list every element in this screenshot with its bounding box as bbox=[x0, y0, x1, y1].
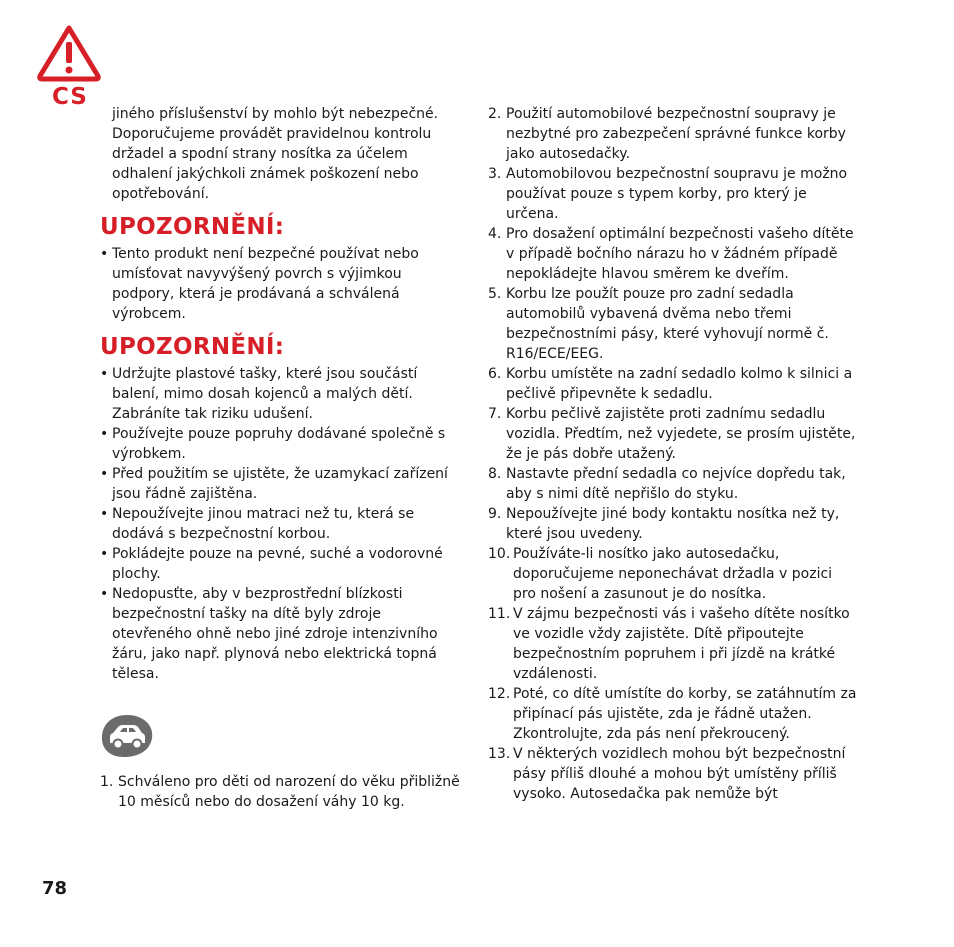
list-item: • Pokládejte pouze na pevné, suché a vodorovné plochy. bbox=[100, 544, 460, 584]
list-item bbox=[488, 224, 858, 284]
list-item bbox=[488, 504, 858, 544]
warning-heading-1: UPOZORNĚNÍ: bbox=[100, 214, 285, 240]
car-icon bbox=[100, 714, 154, 758]
step-number: 5. bbox=[488, 286, 502, 302]
list-item: • Používejte pouze popruhy dodávané společně s výrobkem. bbox=[100, 424, 460, 464]
left-column bbox=[100, 104, 460, 812]
list-item: • Před použitím se ujistěte, že uzamykací zařízení jsou řádně zajištěna. bbox=[100, 464, 460, 504]
list-item bbox=[488, 284, 858, 364]
step-text: Pro dosažení optimální bezpečnosti vašeho dítěte v případě bočního nárazu ho v žádném případě nepokládejte hlavou směrem ke dveřím. bbox=[506, 226, 854, 282]
list-item bbox=[488, 104, 858, 164]
step-number: 9. bbox=[488, 506, 502, 522]
step-number: 6. bbox=[488, 366, 502, 382]
page-number: 78 bbox=[42, 878, 68, 899]
intro-paragraph: jiného příslušenství by mohlo být nebezpečné. Doporučujeme provádět pravidelnou kontrolu držadel a spodní strany nosítka za účelem odhalení jakýchkoli známek poškození nebo opotřebování. bbox=[112, 106, 439, 202]
list-item bbox=[100, 772, 460, 812]
step-text: Korbu pečlivě zajistěte proti zadnímu sedadlu vozidla. Předtím, než vyjedete, se prosím ujistěte, že je pás dobře utažený. bbox=[506, 406, 856, 462]
language-code: CS bbox=[52, 84, 88, 110]
step-number: 2. bbox=[488, 106, 502, 122]
step-number: 3. bbox=[488, 166, 502, 182]
list-item: • Nedopusťte, aby v bezprostřední blízkosti bezpečnostní tašky na dítě byly zdroje otevřeného ohně nebo jiné zdroje intenzivního žáru, jako např. plynová nebo elektrická topná tělesa. bbox=[100, 584, 460, 684]
step-text: Poté, co dítě umístíte do korby, se zatáhnutím za připínací pás ujistěte, zda je řádně utažen. Zkontrolujte, zda pás není překroucený. bbox=[513, 686, 857, 742]
step-number: 11. bbox=[488, 606, 511, 622]
step-text: Nastavte přední sedadla co nejvíce dopředu tak, aby s nimi dítě nepřišlo do styku. bbox=[506, 466, 846, 502]
step-number: 8. bbox=[488, 466, 502, 482]
warning-triangle-icon bbox=[36, 24, 102, 82]
list-item: • Tento produkt není bezpečné používat nebo umísťovat navyvýšený povrch s výjimkou podpory, která je prodávaná a schválená výrobcem. bbox=[100, 244, 460, 324]
step-number: 12. bbox=[488, 686, 511, 702]
list-item bbox=[488, 364, 858, 404]
step-text: Korbu lze použít pouze pro zadní sedadla automobilů vybavená dvěma nebo třemi bezpečnostními pásy, které vyhovují normě č. R16/ECE/EEG. bbox=[506, 286, 829, 362]
step-text: Použití automobilové bezpečnostní soupravy je nezbytné pro zabezpečení správné funkce korby jako autosedačky. bbox=[506, 106, 846, 162]
step-text: V zájmu bezpečnosti vás i vašeho dítěte nosítko ve vozidle vždy zajistěte. Dítě připoutejte bezpečnostním popruhem i při jízdě na krátké vzdálenosti. bbox=[513, 606, 850, 682]
step-number: 1. bbox=[100, 774, 114, 790]
step-text: Schváleno pro děti od narození do věku přibližně 10 měsíců nebo do dosažení váhy 10 kg. bbox=[118, 774, 460, 810]
list-item bbox=[488, 684, 858, 744]
list-item bbox=[488, 404, 858, 464]
list-item bbox=[488, 464, 858, 504]
list-item: • Udržujte plastové tašky, které jsou součástí balení, mimo dosah kojenců a malých dětí. Zabráníte tak riziku udušení. bbox=[100, 364, 460, 424]
list-item: • Nepoužívejte jinou matraci než tu, která se dodává s bezpečnostní korbou. bbox=[100, 504, 460, 544]
list-item bbox=[488, 164, 858, 224]
step-number: 10. bbox=[488, 546, 511, 562]
step-number: 7. bbox=[488, 406, 502, 422]
warning-heading-2: UPOZORNĚNÍ: bbox=[100, 334, 285, 360]
list-item bbox=[488, 744, 858, 804]
list-item bbox=[488, 604, 858, 684]
warning-list-1 bbox=[100, 244, 460, 324]
step-number: 4. bbox=[488, 226, 502, 242]
step-text: V některých vozidlech mohou být bezpečnostní pásy příliš dlouhé a mohou být umístěny příliš vysoko. Autosedačka pak nemůže být bbox=[513, 746, 846, 802]
step-number: 13. bbox=[488, 746, 511, 762]
list-item bbox=[488, 544, 858, 604]
warning-list-2 bbox=[100, 364, 460, 684]
installation-steps-right bbox=[488, 104, 858, 804]
installation-steps-left bbox=[100, 772, 460, 812]
step-text: Korbu umístěte na zadní sedadlo kolmo k silnici a pečlivě připevněte k sedadlu. bbox=[506, 366, 853, 402]
right-column bbox=[488, 104, 858, 804]
step-text: Automobilovou bezpečnostní soupravu je možno používat pouze s typem korby, pro který je určena. bbox=[506, 166, 848, 222]
step-text: Nepoužívejte jiné body kontaktu nosítka než ty, které jsou uvedeny. bbox=[506, 506, 840, 542]
step-text: Používáte-li nosítko jako autosedačku, doporučujeme neponechávat držadla v pozici pro nošení a zasunout je do nosítka. bbox=[513, 546, 833, 602]
